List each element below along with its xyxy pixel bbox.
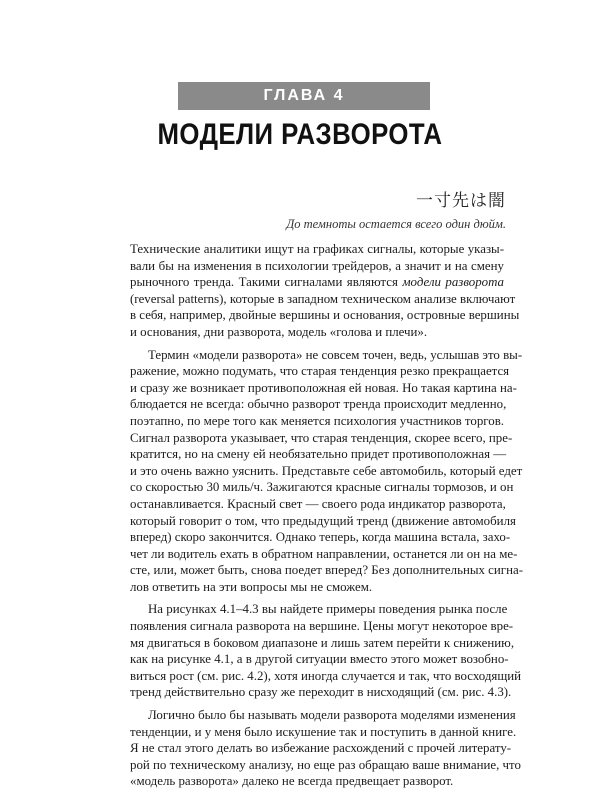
paragraph-1: [130, 241, 520, 341]
text-line: блюдается не всегда: обычно разворот тренда происходит медленно,: [130, 397, 507, 412]
text-segment: рыночного тренда. Такими сигналами являются: [130, 275, 398, 290]
text-line: в себя, например, двойные вершины и основания, островные вершины: [130, 308, 520, 323]
text-line: со скоростью 30 миль/ч. Зажигаются красные сигналы тормозов, и он: [130, 480, 514, 495]
text-line: как на рисунке 4.1, а в другой ситуации вместо этого может возобно-: [130, 652, 509, 667]
text-line: мя двигаться в боковом диапазоне и лишь затем перейти к снижению,: [130, 635, 515, 650]
text-line: кратится, но на смену ей необязательно придет противоположная —: [130, 447, 507, 462]
text-line: и основания, дни разворота, модель «голова и плечи».: [130, 324, 428, 339]
text-line: лов ответить на эти вопросы мы не сможем.: [130, 579, 373, 594]
text-line: и сразу же возникает противоположная ей новая. Но такая картина на-: [130, 380, 517, 395]
text-line: Я не стал этого делать во избежание расхождений с прочей литерату-: [130, 741, 512, 756]
text-line: [130, 274, 504, 291]
text-line: останавливается. Красный свет — своего рода индикатор разворота,: [130, 496, 506, 511]
paragraph-3: [130, 601, 522, 701]
text-line: (reversal patterns), которые в западном техническом анализе включают: [130, 291, 516, 306]
text-line: Термин «модели разворота» не совсем точен, ведь, услышав это вы-: [148, 347, 523, 362]
text-line: ражение, можно подумать, что старая тенденция резко прекращается: [130, 364, 510, 379]
text-line: вперед) скоро закончится. Однако теперь, когда машина встала, захо-: [130, 530, 511, 545]
italic-term: модели разворота: [402, 275, 504, 290]
chapter-title: МОДЕЛИ РАЗВОРОТА: [157, 118, 443, 151]
chapter-label: ГЛАВА 4: [263, 87, 345, 104]
text-line: Сигнал разворота указывает, что старая тенденция, скорее всего, пре-: [130, 430, 513, 445]
paragraph-2: [130, 347, 524, 596]
text-line: появления сигнала разворота на вершине. Цены могут некоторое вре-: [130, 619, 514, 634]
text-line: Логично было бы называть модели разворота моделями изменения: [148, 708, 516, 723]
text-line: На рисунках 4.1–4.3 вы найдете примеры поведения рынка после: [148, 602, 508, 617]
text-line: виться рост (см. рис. 4.2), хотя иногда случается и так, что восходящий: [130, 668, 522, 683]
text-line: Технические аналитики ищут на графиках сигналы, которые указы-: [130, 242, 504, 256]
text-line: «модель разворота» далеко не всегда предвещает разворот.: [130, 774, 454, 789]
text-line: тренд действительно сразу же переходит в нисходящий (см. рис. 4.3).: [130, 685, 512, 700]
text-line: вали бы на изменения в психологии трейдеров, а значит и на смену: [130, 258, 504, 273]
paragraph-4: [130, 707, 521, 790]
body-text: [130, 241, 524, 790]
chapter-label-bar: [178, 82, 430, 110]
text-line: тенденции, и у меня было искушение так и поступить в данной книге.: [130, 724, 517, 739]
epigraph-japanese: 一寸先は闇: [416, 191, 506, 211]
text-line: рой по техническому анализу, но еще раз обращаю ваше внимание, что: [130, 757, 521, 772]
text-line: чет ли водитель ехать в обратном направлении, останется ли он на ме-: [130, 546, 518, 561]
text-line: поэтапно, по мере того как меняется психология участников торгов.: [130, 413, 505, 428]
epigraph-translation: До темноты остается всего один дюйм.: [286, 217, 506, 231]
text-line: сте, или, может быть, снова поедет вперед? Без дополнительных сигна-: [130, 563, 524, 578]
text-line: и это очень важно уяснить. Представьте себе автомобиль, который едет: [130, 463, 523, 478]
epigraph: [286, 186, 506, 232]
text-line: который говорит о том, что предыдущий тренд (движение автомобиля: [130, 513, 516, 528]
